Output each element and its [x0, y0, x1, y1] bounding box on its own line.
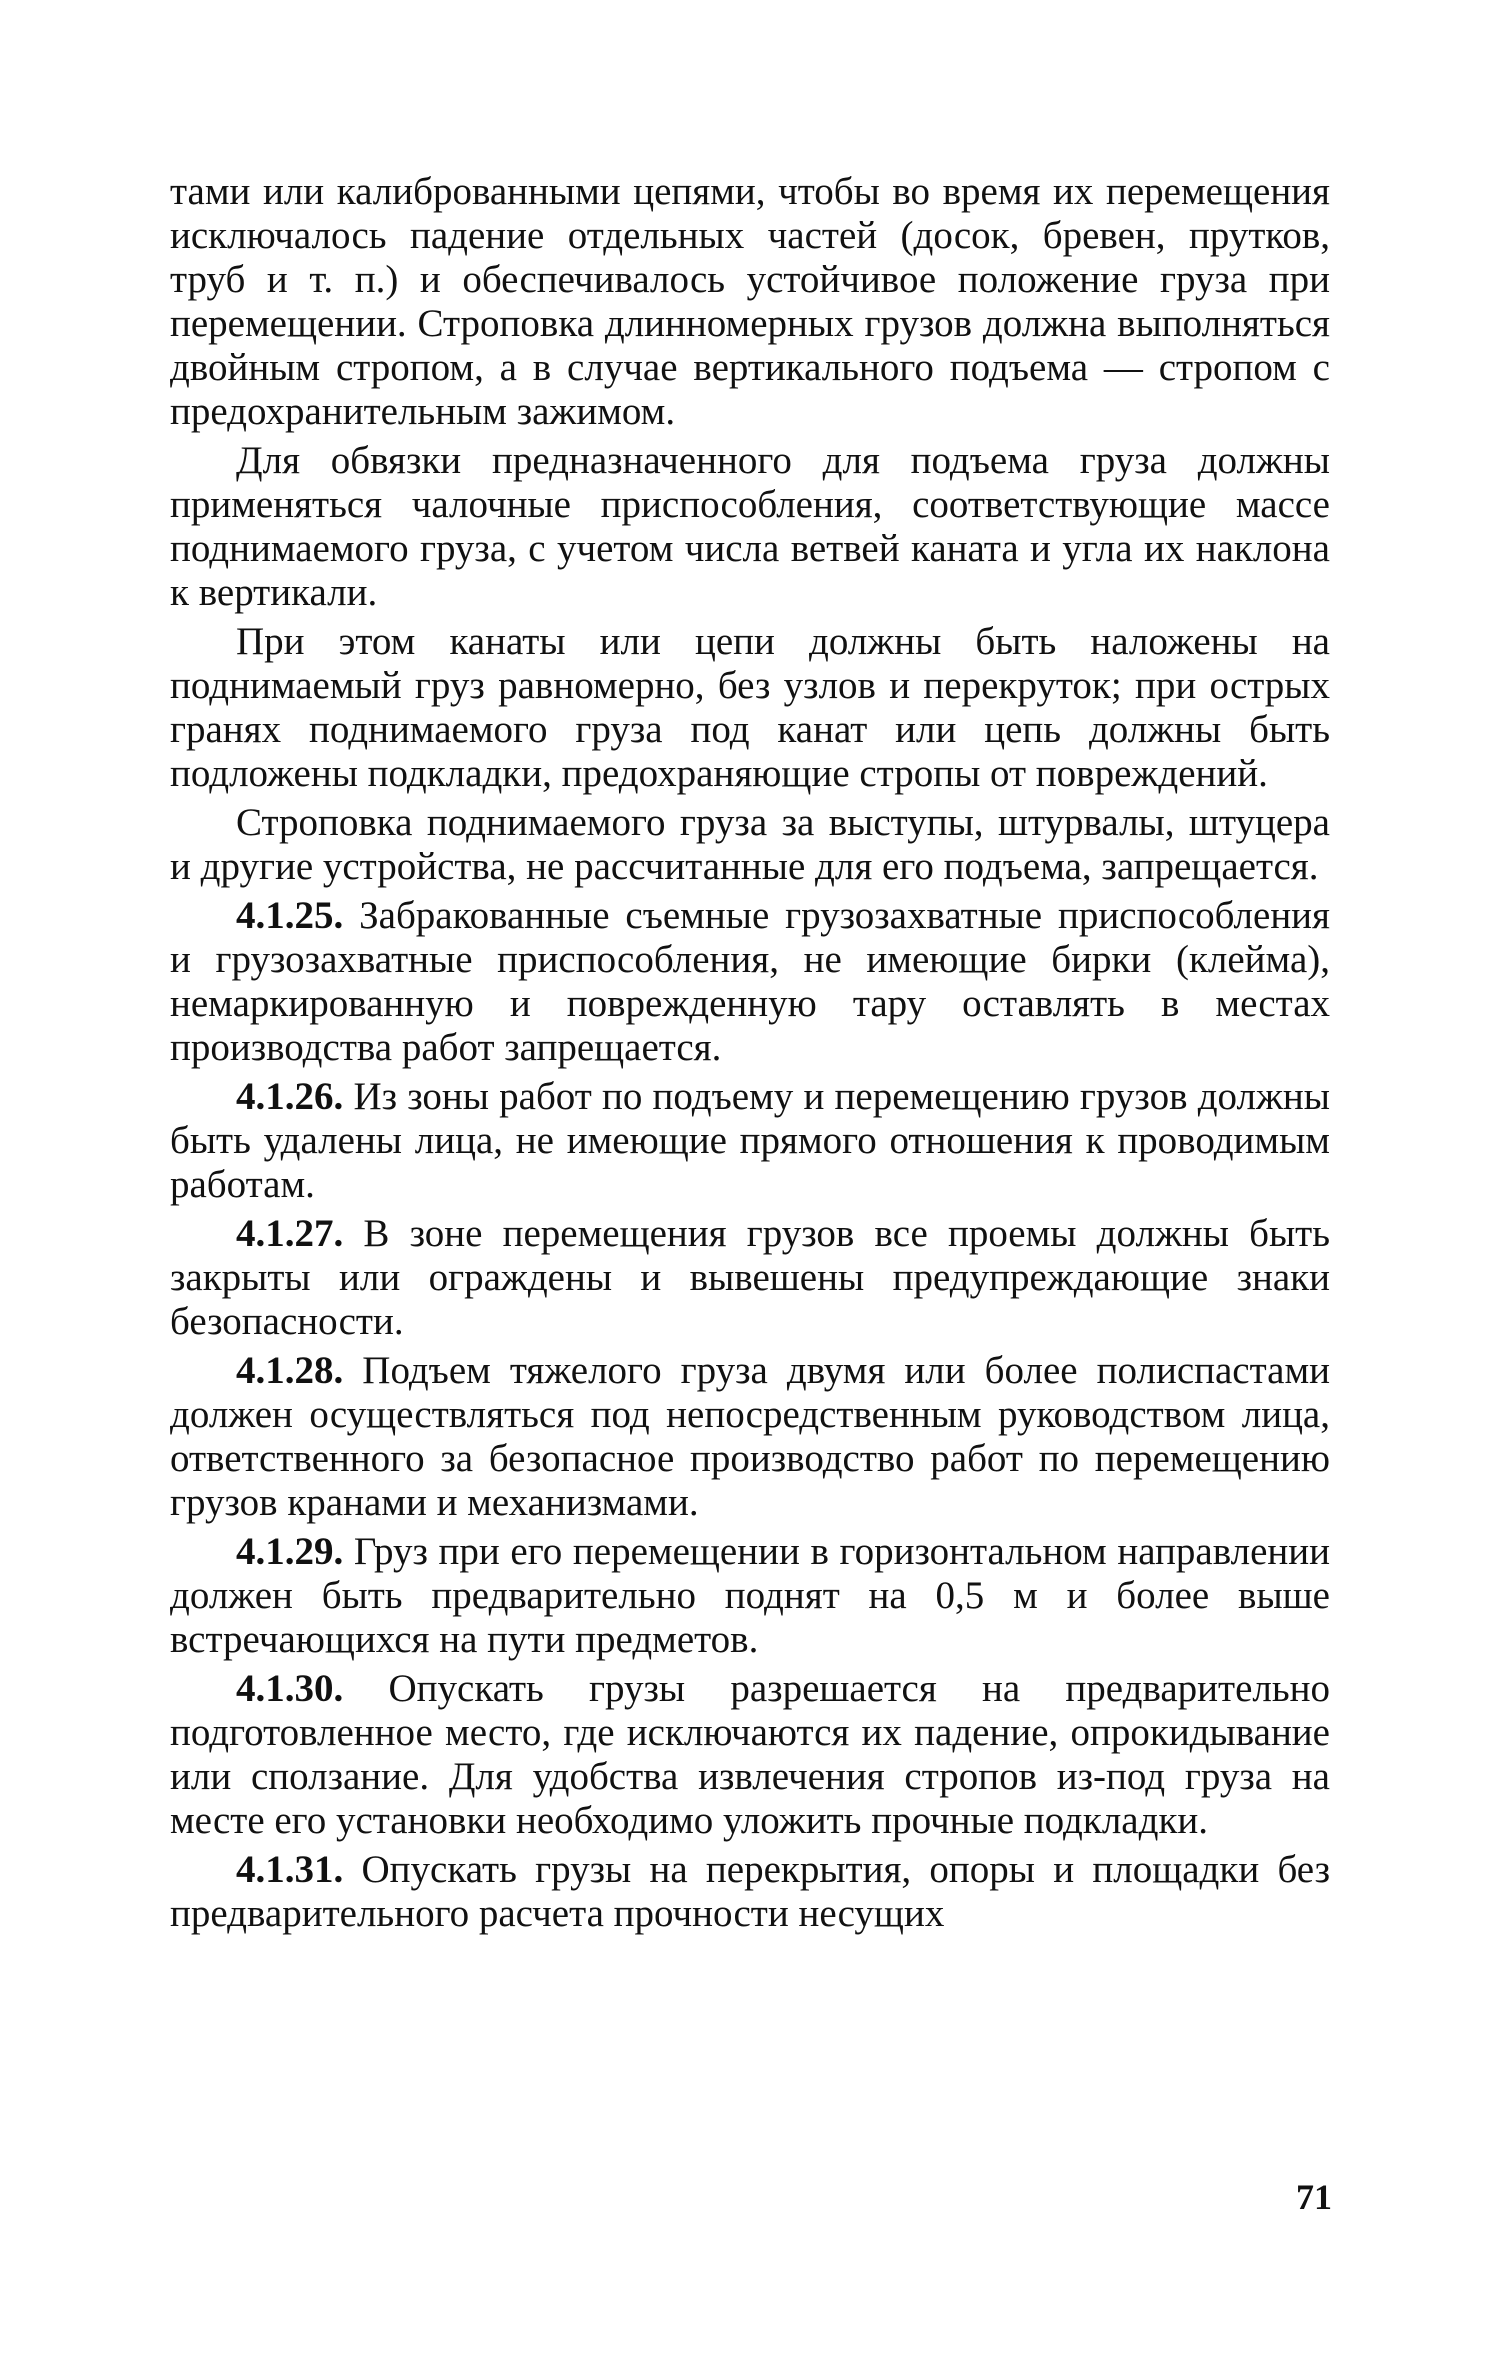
- paragraph-ropes-placement: [170, 620, 1330, 796]
- paragraph-rigging-devices: [170, 439, 1330, 615]
- clause-4-1-26: [170, 1075, 1330, 1207]
- clause-text: Опускать грузы разрешается на предварительно подготовленное место, где исключаются их падение, опрокидывание или сползание. Для удобства извлечения стропов из-под груза на месте его установки необходимо уложить прочные подкладки.: [170, 1667, 1330, 1842]
- clause-text: Опускать грузы на перекрытия, опоры и площадки без предварительного расчета прочности несущих: [170, 1848, 1330, 1935]
- clause-4-1-30: [170, 1667, 1330, 1843]
- clause-text: В зоне перемещения грузов все проемы должны быть закрыты или ограждены и вывешены предупреждающие знаки безопасности.: [170, 1212, 1330, 1343]
- clause-text: Забракованные съемные грузозахватные приспособления и грузозахватные приспособления, не имеющие бирки (клейма), немаркированную и поврежденную тару оставлять в местах производства работ запрещается.: [170, 894, 1330, 1069]
- page-number: 71: [1296, 2177, 1332, 2217]
- paragraph-slinging-prohibited: [170, 801, 1330, 889]
- body-text: [170, 170, 1330, 1941]
- clause-number: 4.1.31.: [236, 1848, 344, 1891]
- paragraph-text: При этом канаты или цепи должны быть наложены на поднимаемый груз равномерно, без узлов и перекруток; при острых гранях поднимаемого груза под канат или цепь должны быть подложены подкладки, предохраняющие стропы от повреждений.: [170, 620, 1330, 795]
- clause-4-1-27: [170, 1212, 1330, 1344]
- clause-4-1-29: [170, 1530, 1330, 1662]
- clause-number: 4.1.30.: [236, 1667, 344, 1710]
- clause-number: 4.1.28.: [236, 1349, 344, 1392]
- clause-4-1-25: [170, 894, 1330, 1070]
- clause-text: Подъем тяжелого груза двумя или более полиспастами должен осуществляться под непосредственным руководством лица, ответственного за безопасное производство работ по перемещению грузов кранами и механизмами.: [170, 1349, 1331, 1524]
- paragraph-text: Строповка поднимаемого груза за выступы, штурвалы, штуцера и другие устройства, не рассчитанные для его подъема, запрещается.: [170, 801, 1330, 888]
- clause-text: Из зоны работ по подъему и перемещению грузов должны быть удалены лица, не имеющие прямого отношения к проводимым работам.: [170, 1075, 1331, 1206]
- paragraph-text: тами или калиброванными цепями, чтобы во время их перемещения исключалось падение отдельных частей (досок, бревен, прутков, труб и т. п.) и обеспечивалось устойчивое положение груза при перемещении. Строповка длинномерных грузов должна выполняться двойным стропом, а в случае вертикального подъема — стропом с предохранительным зажимом.: [170, 170, 1330, 433]
- clause-text: Груз при его перемещении в горизонтальном направлении должен быть предварительно поднят на 0,5 м и более выше встречающихся на пути предметов.: [170, 1530, 1331, 1661]
- clause-number: 4.1.29.: [236, 1530, 344, 1573]
- clause-number: 4.1.25.: [236, 894, 344, 937]
- clause-4-1-31: [170, 1848, 1330, 1936]
- clause-number: 4.1.27.: [236, 1212, 344, 1255]
- clause-number: 4.1.26.: [236, 1075, 344, 1118]
- clause-4-1-28: [170, 1349, 1330, 1525]
- paragraph-text: Для обвязки предназначенного для подъема груза должны применяться чалочные приспособления, соответствующие массе поднимаемого груза, с учетом числа ветвей каната и угла их наклона к вертикали.: [170, 439, 1330, 614]
- paragraph-continuation: [170, 170, 1330, 434]
